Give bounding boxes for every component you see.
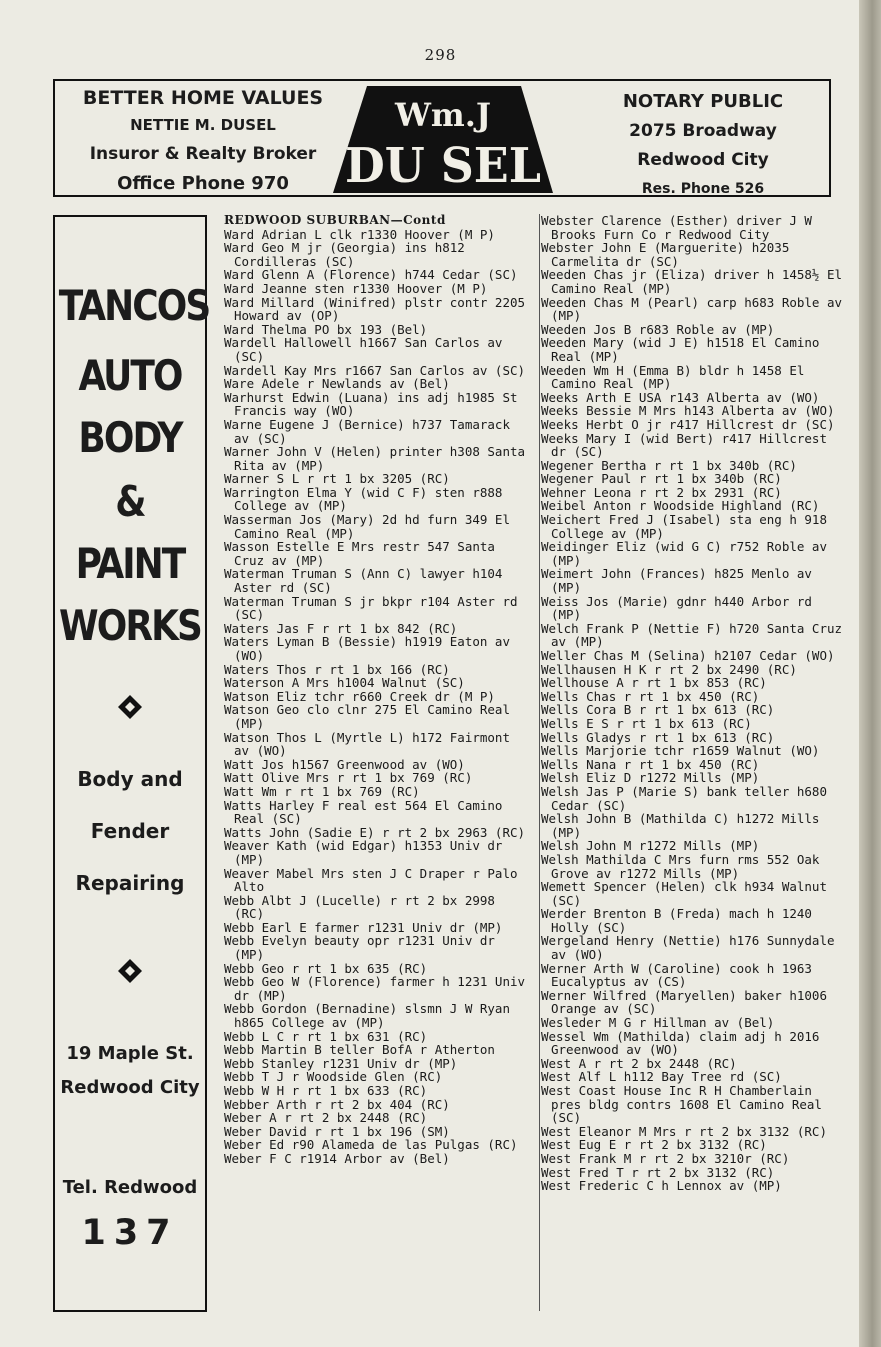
directory-entry: Weichert Fred J (Isabel) sta eng h 918 College av (MP) xyxy=(541,512,827,541)
directory-entry: Wegener Bertha r rt 1 bx 340b (RC) xyxy=(541,457,797,473)
directory-entry: Wemett Spencer (Helen) clk h934 Walnut (SC) xyxy=(541,879,827,908)
directory-entry: Weber Ed r90 Alameda de las Pulgas (RC) xyxy=(224,1137,518,1153)
side-ad-address: 19 Maple St. xyxy=(66,1043,194,1064)
ad-left-line: Office Phone 970 xyxy=(117,173,289,194)
directory-entry: Ward Millard (Winifred) plstr contr 2205 Howard av (OP) xyxy=(224,294,526,324)
directory-entry: Wasserman Jos (Mary) 2d hd furn 349 El Camino Real (MP) xyxy=(224,512,510,541)
directory-entry: Welsh Eliz D r1272 Mills (MP) xyxy=(541,770,760,786)
directory-entry: West Alf L h112 Bay Tree rd (SC) xyxy=(541,1069,782,1085)
side-ad-service: Body and xyxy=(77,767,183,791)
directory-entry: Werner Arth W (Caroline) cook h 1963 Eucalyptus av (CS) xyxy=(541,960,812,990)
directory-entry: Webb Albt J (Lucelle) r rt 2 bx 2998 (RC) xyxy=(224,892,495,922)
side-ad-address: Redwood City xyxy=(60,1077,200,1098)
directory-entry: Wells E S r rt 1 bx 613 (RC) xyxy=(541,715,752,731)
ad-right-block xyxy=(575,87,831,204)
directory-entry: Ward Glenn A (Florence) h744 Cedar (SC) xyxy=(224,267,518,283)
directory-entry: Warrington Elma Y (wid C F) sten r888 College av (MP) xyxy=(224,484,503,514)
directory-entry: Welsh Jas P (Marie S) bank teller h680 Cedar (SC) xyxy=(541,783,827,813)
ad-right-line: NOTARY PUBLIC xyxy=(622,91,784,112)
directory-entry: Waters Thos r rt 1 bx 166 (RC) xyxy=(224,661,450,677)
directory-entry: Ward Jeanne sten r1330 Hoover (M P) xyxy=(224,280,488,296)
directory-entry: Watts Harley F real est 564 El Camino Real (SC) xyxy=(224,797,503,827)
ad-right-line: Redwood City xyxy=(637,150,769,170)
ad-left-block xyxy=(55,85,351,199)
ad-right-line: 2075 Broadway xyxy=(629,121,777,141)
diamond-ornament-icon xyxy=(117,958,143,984)
side-ad-headline: PAINT xyxy=(75,539,185,588)
directory-entry: Watt Olive Mrs r rt 1 bx 769 (RC) xyxy=(224,770,473,786)
directory-entry: Welsh John B (Mathilda C) h1272 Mills (MP) xyxy=(541,811,820,840)
directory-entry: Welsh Mathilda C Mrs furn rms 552 Oak Grove av r1272 Mills (MP) xyxy=(541,851,820,881)
side-ad-service: Repairing xyxy=(75,871,185,895)
directory-entry: West Fred T r rt 2 bx 3132 (RC) xyxy=(541,1164,775,1180)
directory-entry: Wergeland Henry (Nettie) h176 Sunnydale av (WO) xyxy=(541,933,835,963)
directory-entry: Wells Cora B r rt 1 bx 613 (RC) xyxy=(541,702,775,718)
directory-entry: Warner S L r rt 1 bx 3205 (RC) xyxy=(224,471,450,487)
directory-entry: Webb Earl E farmer r1231 Univ dr (MP) xyxy=(224,919,503,935)
directory-entry: Werder Brenton B (Freda) mach h 1240 Holly (SC) xyxy=(541,906,812,935)
directory-entry: Weeks Mary I (wid Bert) r417 Hillcrest dr (SC) xyxy=(541,430,827,460)
directory-entry: Watt Jos h1567 Greenwood av (WO) xyxy=(224,756,465,772)
directory-entry: West Coast House Inc R H Chamberlain pres bldg contrs 1608 El Camino Real (SC) xyxy=(541,1083,822,1126)
ad-left-line: Insuror & Realty Broker xyxy=(89,144,317,164)
directory-entry: Webber Arth r rt 2 bx 404 (RC) xyxy=(224,1096,450,1112)
directory-column-left xyxy=(224,214,532,1166)
side-ad-tel-number: 137 xyxy=(81,1213,179,1253)
side-ad-headline: & xyxy=(115,477,145,526)
directory-entry: Wardell Hallowell h1667 San Carlos av (SC) xyxy=(224,335,503,364)
side-ad-service: Fender xyxy=(90,819,170,843)
directory-entry: Wellhouse A r rt 1 bx 853 (RC) xyxy=(541,675,767,691)
ad-left-line: NETTIE M. DUSEL xyxy=(130,116,276,134)
directory-entry: Waterson A Mrs h1004 Walnut (SC) xyxy=(224,675,465,691)
directory-entry: Warner John V (Helen) printer h308 Santa Rita av (MP) xyxy=(224,444,526,473)
directory-entry: Webb Martin B teller BofA r Atherton xyxy=(224,1042,495,1058)
diamond-ornament-icon xyxy=(117,694,143,720)
directory-entry: Waters Lyman B (Bessie) h1919 Eaton av (WO) xyxy=(224,634,510,663)
side-ad-headline: AUTO xyxy=(78,351,182,400)
directory-entry: Weeden Chas M (Pearl) carp h683 Roble av (MP) xyxy=(541,294,843,324)
side-ad-headline: TANCOS xyxy=(58,281,210,330)
directory-entry: Webb Geo W (Florence) farmer h 1231 Univ dr (MP) xyxy=(224,974,526,1003)
side-ad-tel-label: Tel. Redwood xyxy=(62,1177,198,1198)
directory-entry: Weidinger Eliz (wid G C) r752 Roble av (MP) xyxy=(541,539,827,568)
directory-entry: Weber F C r1914 Arbor av (Bel) xyxy=(224,1150,450,1166)
directory-entry: Weeden Mary (wid J E) h1518 El Camino Real (MP) xyxy=(541,335,820,364)
directory-entry: Weber A r rt 2 bx 2448 (RC) xyxy=(224,1110,428,1126)
directory-entry: Weeden Jos B r683 Roble av (MP) xyxy=(541,321,775,337)
directory-entry: Waterman Truman S jr bkpr r104 Aster rd (SC) xyxy=(224,593,518,623)
directory-entry: Ward Adrian L clk r1330 Hoover (M P) xyxy=(224,226,495,242)
directory-entry: Webb W H r rt 1 bx 633 (RC) xyxy=(224,1083,428,1098)
directory-entry: Wellhausen H K r rt 2 bx 2490 (RC) xyxy=(541,661,797,677)
directory-entry: Watt Wm r rt 1 bx 769 (RC) xyxy=(224,783,420,799)
directory-entry: Weber David r rt 1 bx 196 (SM) xyxy=(224,1123,450,1139)
directory-entry: Waters Jas F r rt 1 bx 842 (RC) xyxy=(224,620,458,636)
directory-entry: Webster Clarence (Esther) driver J W Brooks Furn Co r Redwood City xyxy=(541,213,812,242)
directory-entry: Wesleder M G r Hillman av (Bel) xyxy=(541,1015,775,1031)
top-advertisement xyxy=(53,79,831,197)
directory-entry: Webb Evelyn beauty opr r1231 Univ dr (MP) xyxy=(224,933,495,963)
page-number: 298 xyxy=(424,46,457,64)
side-ad-headline: WORKS xyxy=(59,601,201,650)
directory-entry: Webb Geo r rt 1 bx 635 (RC) xyxy=(224,960,428,976)
page-edge xyxy=(859,0,881,1347)
directory-entry: Weimert John (Frances) h825 Menlo av (MP) xyxy=(541,566,812,596)
dusel-logo xyxy=(331,84,555,195)
directory-entry: Weeden Wm H (Emma B) bldr h 1458 El Camino Real (MP) xyxy=(541,362,805,392)
directory-entry: Weiss Jos (Marie) gdnr h440 Arbor rd (MP) xyxy=(541,593,812,623)
directory-entry: Weeks Herbt O jr r417 Hillcrest dr (SC) xyxy=(541,416,835,432)
directory-entry: Wehner Leona r rt 2 bx 2931 (RC) xyxy=(541,484,782,500)
directory-entry: Weaver Kath (wid Edgar) h1353 Univ dr (MP) xyxy=(224,838,503,867)
directory-entry: Weeks Arth E USA r143 Alberta av (WO) xyxy=(541,389,820,405)
directory-entry: Welch Frank P (Nettie F) h720 Santa Cruz av (MP) xyxy=(541,620,843,650)
directory-entry: Waterman Truman S (Ann C) lawyer h104 Aster rd (SC) xyxy=(224,566,503,596)
directory-entry: West Eleanor M Mrs r rt 2 bx 3132 (RC) xyxy=(541,1123,827,1139)
side-ad-headline: BODY xyxy=(78,413,182,462)
logo-top-text: Wm.J xyxy=(394,96,492,134)
directory-entry: Wells Marjorie tchr r1659 Walnut (WO) xyxy=(541,743,820,759)
directory-entry: Watson Eliz tchr r660 Creek dr (M P) xyxy=(224,688,495,704)
directory-entry: Watson Geo clo clnr 275 El Camino Real (MP) xyxy=(224,702,510,731)
directory-entry: Ward Geo M jr (Georgia) ins h812 Cordilleras (SC) xyxy=(224,240,465,269)
directory-entry: Ware Adele r Newlands av (Bel) xyxy=(224,376,450,392)
directory-entry: Webb L C r rt 1 bx 631 (RC) xyxy=(224,1028,428,1044)
directory-entry: Weibel Anton r Woodside Highland (RC) xyxy=(541,498,820,514)
directory-entry: Wegener Paul r rt 1 bx 340b (RC) xyxy=(541,471,782,487)
directory-entry: Weeden Chas jr (Eliza) driver h 1458½ El Camino Real (MP) xyxy=(541,267,843,296)
directory-entry: West A r rt 2 bx 2448 (RC) xyxy=(541,1055,737,1071)
directory-entry: Wessel Wm (Mathilda) claim adj h 2016 Greenwood av (WO) xyxy=(541,1028,820,1058)
directory-entry: Webb Stanley r1231 Univ dr (MP) xyxy=(224,1055,458,1071)
directory-entry: Webb Gordon (Bernadine) slsmn J W Ryan h865 College av (MP) xyxy=(224,1001,510,1031)
directory-entry: West Frank M r rt 2 bx 3210r (RC) xyxy=(541,1150,790,1166)
directory-column-right xyxy=(541,214,845,1193)
directory-entry: Wasson Estelle E Mrs restr 547 Santa Cruz av (MP) xyxy=(224,539,495,568)
directory-entry: Webb T J r Woodside Glen (RC) xyxy=(224,1069,443,1085)
directory-entry: Wells Nana r rt 1 bx 450 (RC) xyxy=(541,756,760,772)
directory-entry: Warhurst Edwin (Luana) ins adj h1985 St Francis way (WO) xyxy=(224,389,518,419)
directory-entry: Weaver Mabel Mrs sten J C Draper r Palo Alto xyxy=(224,865,518,895)
directory-entry: Werner Wilfred (Maryellen) baker h1006 Orange av (SC) xyxy=(541,987,827,1017)
directory-entry: Weeks Bessie M Mrs h143 Alberta av (WO) xyxy=(541,403,835,419)
logo-bottom-text: DU SEL xyxy=(345,138,541,194)
column-divider xyxy=(539,214,540,1311)
directory-entry: Weller Chas M (Selina) h2107 Cedar (WO) xyxy=(541,648,835,663)
directory-entry: Wells Chas r rt 1 bx 450 (RC) xyxy=(541,688,760,704)
directory-entry: Welsh John M r1272 Mills (MP) xyxy=(541,838,760,854)
directory-entry: Warne Eugene J (Bernice) h737 Tamarack av (SC) xyxy=(224,416,510,446)
directory-entry: Webster John E (Marguerite) h2035 Carmelita dr (SC) xyxy=(541,240,790,269)
section-heading: REDWOOD SUBURBAN—Contd xyxy=(224,213,446,227)
side-advertisement xyxy=(53,215,210,1312)
ad-left-line: BETTER HOME VALUES xyxy=(82,87,324,109)
directory-entry: Ward Thelma PO bx 193 (Bel) xyxy=(224,321,428,337)
directory-entry: Wardell Kay Mrs r1667 San Carlos av (SC) xyxy=(224,362,526,378)
directory-entry: West Frederic C h Lennox av (MP) xyxy=(541,1178,782,1194)
directory-entry: Watts John (Sadie E) r rt 2 bx 2963 (RC) xyxy=(224,824,526,840)
directory-entry: Watson Thos L (Myrtle L) h172 Fairmont av (WO) xyxy=(224,729,510,759)
directory-entry: West Eug E r rt 2 bx 3132 (RC) xyxy=(541,1137,767,1153)
ad-right-line: Res. Phone 526 xyxy=(641,181,765,197)
directory-entry: Wells Gladys r rt 1 bx 613 (RC) xyxy=(541,729,775,745)
